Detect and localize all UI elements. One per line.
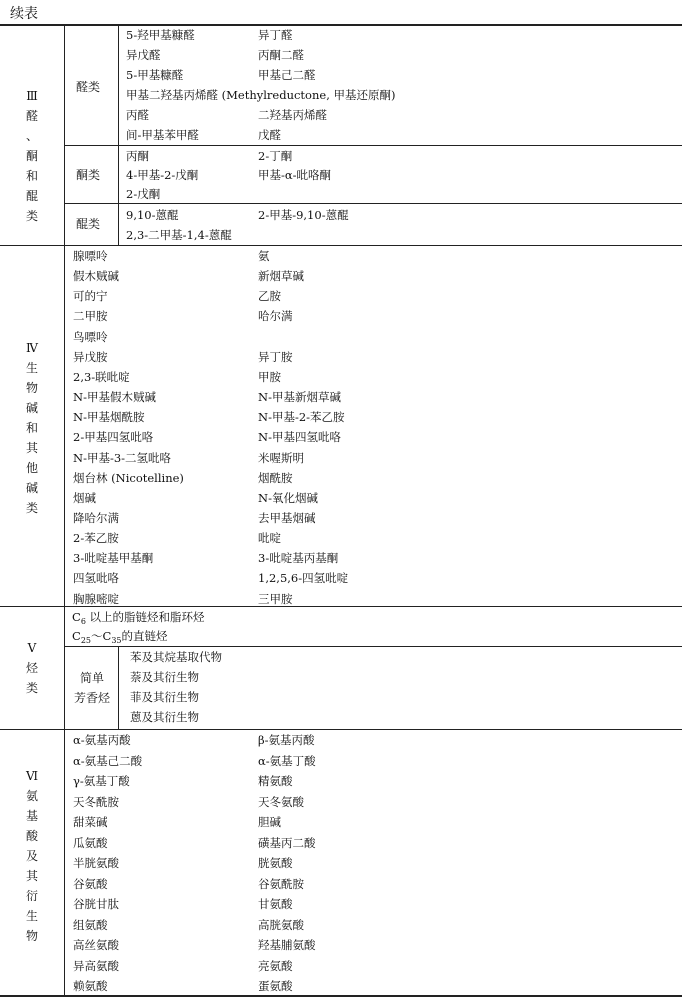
table-cell: 乙胺 xyxy=(258,289,281,304)
table-cell: 2,3-联吡啶 xyxy=(73,369,130,384)
title-char: 生 xyxy=(25,361,38,375)
table-cell: 戊醛 xyxy=(258,128,281,142)
table-cell: 2-甲基-9,10-蒽醌 xyxy=(258,208,349,222)
table-cell: 羟基脯氨酸 xyxy=(258,938,316,952)
table-cell: N-甲基假木贼碱 xyxy=(73,390,156,405)
table-cell: 烟台林 (Nicotelline) xyxy=(73,470,184,485)
table-cell: 胆碱 xyxy=(258,815,281,829)
table-cell: 瓜氨酸 xyxy=(73,835,108,850)
table-cell: N-甲基新烟草碱 xyxy=(258,390,341,405)
title-char: 衍 xyxy=(25,889,38,903)
table-cell: 天冬氨酸 xyxy=(258,794,304,809)
table-cell: α-氨基己二酸 xyxy=(73,753,143,768)
aromatic-label-aromatic: 芳香烃 xyxy=(74,691,111,705)
table-cell: N-甲基四氢吡咯 xyxy=(258,430,341,445)
ketones-label: 酮类 xyxy=(76,168,101,182)
table-cell: 2-戊酮 xyxy=(126,187,161,201)
title-char: 烃 xyxy=(25,661,38,675)
section-iii-title xyxy=(20,86,44,226)
table-cell: 菲及其衍生物 xyxy=(130,690,199,704)
title-char: 和 xyxy=(25,169,38,183)
table-cell: 氨 xyxy=(258,249,270,263)
text-part: C xyxy=(72,629,81,643)
table-continued-caption: 续表 xyxy=(10,6,38,22)
table-cell: 5-羟甲基糠醛 xyxy=(126,28,195,42)
table-cell: 4-甲基-2-戊酮 xyxy=(126,168,199,182)
table-cell: 组氨酸 xyxy=(73,917,108,932)
table-cell: β-氨基丙酸 xyxy=(258,733,315,747)
table-cell: 3-吡啶基丙基酮 xyxy=(258,551,339,566)
table-cell: 2-丁酮 xyxy=(258,149,293,163)
title-char: 其 xyxy=(25,441,38,455)
subscript: 6 xyxy=(80,617,86,626)
table-cell: 假木贼碱 xyxy=(73,269,119,284)
table-cell: 亮氨酸 xyxy=(258,958,293,973)
table-cell: 3-吡啶基甲基酮 xyxy=(73,551,154,566)
title-char: 氨 xyxy=(25,789,38,803)
title-char: 碱 xyxy=(25,401,38,415)
section-vi-title xyxy=(20,766,44,946)
title-char: 其 xyxy=(25,869,38,883)
table-cell: N-甲基烟酰胺 xyxy=(73,410,145,425)
table-cell: 鸟嘌呤 xyxy=(73,329,108,344)
table-cell: 米喔斯明 xyxy=(258,450,304,465)
aldehydes-label: 醛类 xyxy=(76,80,101,94)
table-cell: 2-苯乙胺 xyxy=(73,531,119,546)
table-cell: 甲基己二醛 xyxy=(258,68,316,82)
table-cell: 半胱氨酸 xyxy=(73,856,119,870)
table-cell: 9,10-蒽醌 xyxy=(126,208,179,222)
table-cell: 天冬酰胺 xyxy=(73,794,119,809)
table-cell: 蛋氨酸 xyxy=(258,979,293,993)
table-cell: 吡啶 xyxy=(258,531,281,546)
table-cell: 腺嘌呤 xyxy=(73,249,108,263)
table-cell: 胸腺嘧啶 xyxy=(73,591,119,606)
section-iv-title xyxy=(20,338,44,518)
title-char: 酸 xyxy=(25,829,38,843)
table-cell: 甜菜碱 xyxy=(73,815,108,829)
table-cell: 异高氨酸 xyxy=(73,958,119,973)
title-char: 类 xyxy=(25,681,38,695)
table-cell: α-氨基丁酸 xyxy=(258,753,316,768)
table-cell: 哈尔满 xyxy=(258,309,293,324)
table-cell: γ-氨基丁酸 xyxy=(73,774,130,788)
table-cell: 烟酰胺 xyxy=(258,470,293,485)
subgroup-column-divider xyxy=(118,24,119,245)
table-cell: 赖氨酸 xyxy=(73,979,108,993)
table-cell: 高胱氨酸 xyxy=(258,917,304,932)
quinones-label: 醌类 xyxy=(76,217,101,231)
table-cell: 谷胱甘肽 xyxy=(73,897,119,911)
table-cell: 异丁胺 xyxy=(258,349,293,364)
text-part: 以上的脂链烃和脂环烃 xyxy=(85,610,205,624)
table-cell: 丙醛 xyxy=(126,108,149,122)
subscript: 25 xyxy=(80,636,91,645)
table-cell: 精氨酸 xyxy=(258,774,293,788)
title-char: 及 xyxy=(25,849,38,863)
subscript: 35 xyxy=(111,636,122,645)
section-v-title xyxy=(20,638,44,698)
title-char: 物 xyxy=(25,381,38,395)
aromatic-column-divider xyxy=(118,646,119,729)
table-cell: 丙酮二醛 xyxy=(258,48,304,62)
title-char: 碱 xyxy=(25,481,38,495)
section-numeral: Ⅲ xyxy=(26,89,38,103)
title-char: 和 xyxy=(25,421,38,435)
title-char: 酮 xyxy=(25,149,38,163)
table-cell: 甲基-α-吡咯酮 xyxy=(258,168,332,182)
table-cell: 异戊胺 xyxy=(73,349,108,364)
table-cell: 1,2,5,6-四氢吡啶 xyxy=(258,571,349,586)
table-cell: N-甲基-3-二氢吡咯 xyxy=(73,450,172,465)
title-char: 醌 xyxy=(25,189,38,203)
table-cell: 磺基丙二酸 xyxy=(258,835,316,850)
table-cell: α-氨基丙酸 xyxy=(73,733,131,747)
table-cell: 烟碱 xyxy=(73,490,96,505)
table-cell: 去甲基烟碱 xyxy=(258,510,316,525)
table-cell: 2,3-二甲基-1,4-蒽醌 xyxy=(126,228,232,242)
table-cell: 可的宁 xyxy=(73,289,108,304)
table-cell: N-甲基-2-苯乙胺 xyxy=(258,410,345,425)
section-numeral: Ⅴ xyxy=(27,641,37,655)
table-cell: 萘及其衍生物 xyxy=(130,670,199,684)
text-part: 的直链烃 xyxy=(121,629,168,643)
table-cell: 胱氨酸 xyxy=(258,856,293,870)
table-cell: 甲胺 xyxy=(258,369,281,384)
table-cell: 异丁醛 xyxy=(258,28,293,42)
table-cell: 间-甲基苯甲醛 xyxy=(126,128,199,142)
table-cell: 降哈尔满 xyxy=(73,510,119,525)
category-column-divider xyxy=(64,24,65,996)
table-cell: 蒽及其衍生物 xyxy=(130,710,199,724)
title-char: 他 xyxy=(25,461,38,475)
section-numeral: Ⅵ xyxy=(25,769,39,783)
title-char: 醛 xyxy=(25,109,38,123)
table-cell: 谷氨酰胺 xyxy=(258,876,304,891)
table-cell: 四氢吡咯 xyxy=(73,571,119,586)
section-numeral: Ⅳ xyxy=(26,341,38,355)
text-part: C xyxy=(72,610,81,624)
table-cell: 三甲胺 xyxy=(258,591,293,606)
table-cell: 二羟基丙烯醛 xyxy=(258,108,327,122)
table-cell: 5-甲基糠醛 xyxy=(126,68,184,82)
table-cell: 丙酮 xyxy=(126,149,149,163)
aromatic-label-simple: 简单 xyxy=(80,671,105,685)
title-char: 类 xyxy=(25,209,38,223)
title-char: 基 xyxy=(25,809,38,823)
table-top-rule xyxy=(0,24,682,26)
table-cell: 甘氨酸 xyxy=(258,897,293,911)
table-cell: 异戊醛 xyxy=(126,48,161,62)
table-cell: 甲基二羟基丙烯醛 (Methylreductone, 甲基还原酮) xyxy=(126,88,396,102)
title-char: 类 xyxy=(25,501,38,515)
table-cell: 高丝氨酸 xyxy=(73,938,119,952)
text-part: ～C xyxy=(91,629,112,643)
subgroup-divider-ketones xyxy=(64,145,682,146)
table-cell: 苯及其烷基取代物 xyxy=(130,650,222,664)
title-char: 生 xyxy=(25,909,38,923)
table-cell: N-氧化烟碱 xyxy=(258,490,318,505)
table-cell: 新烟草碱 xyxy=(258,269,304,284)
table-cell: 二甲胺 xyxy=(73,309,108,324)
table-cell: 2-甲基四氢吡咯 xyxy=(73,430,154,445)
title-char: 物 xyxy=(25,929,38,943)
title-char: 、 xyxy=(25,129,38,143)
table-cell: 谷氨酸 xyxy=(73,876,108,891)
